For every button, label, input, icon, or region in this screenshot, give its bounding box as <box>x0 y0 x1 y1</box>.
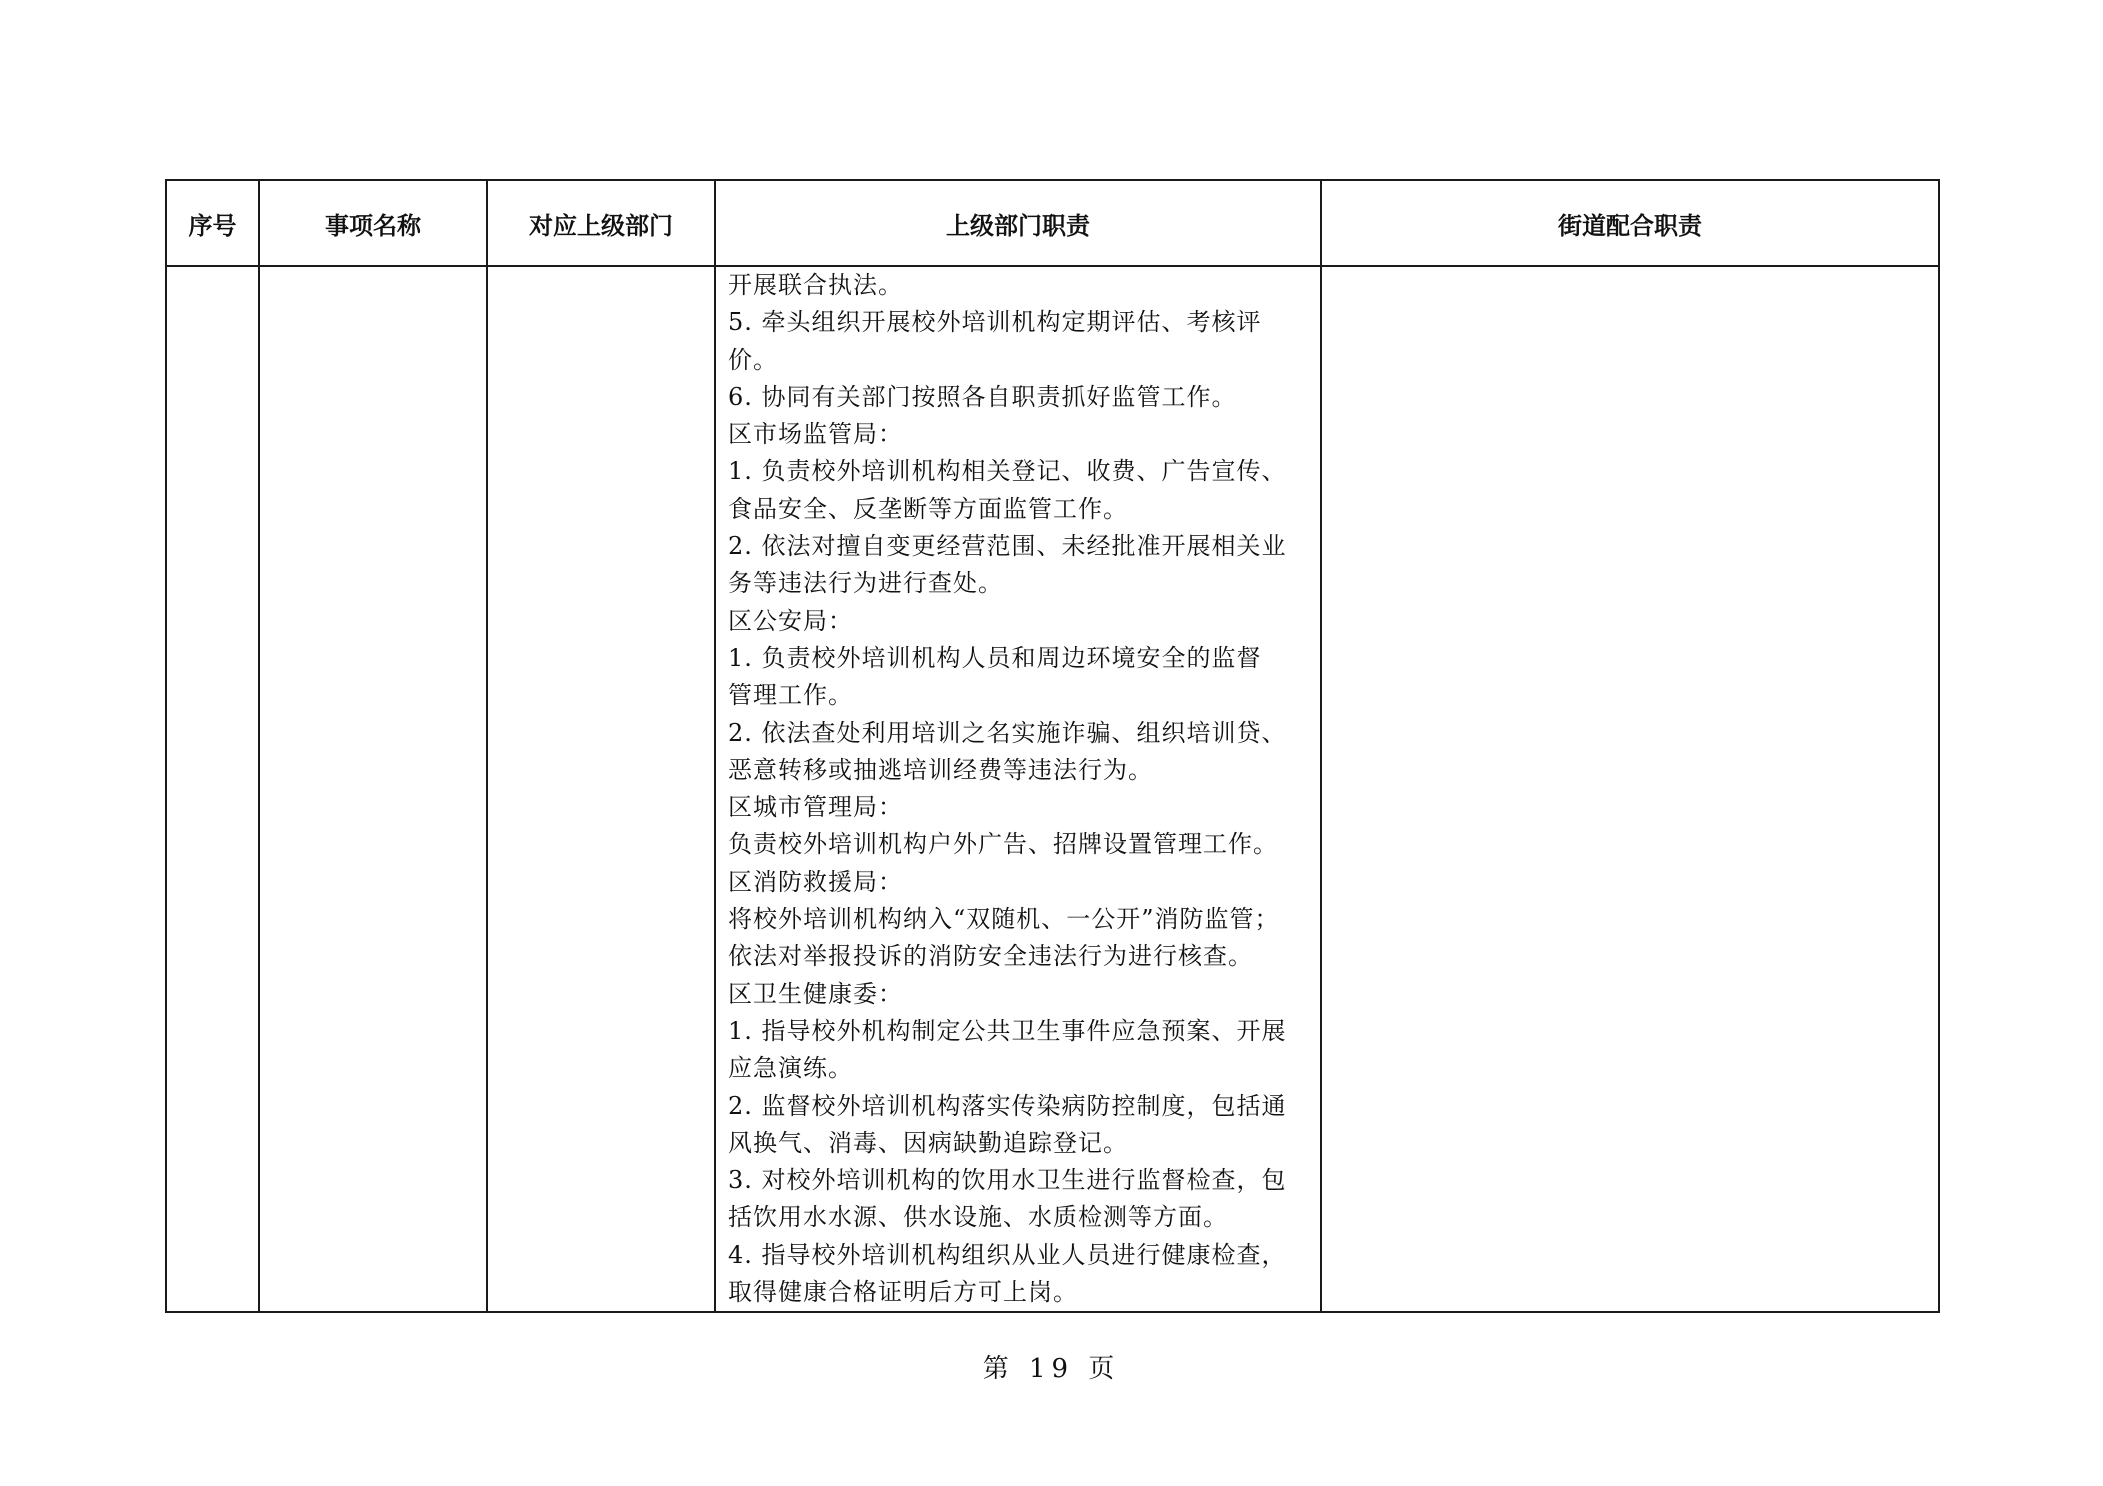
duty-line: 4. 指导校外培训机构组织从业人员进行健康检查， <box>728 1240 1287 1269</box>
duty-line: 区消防救援局： <box>728 867 903 896</box>
duty-line: 区公安局： <box>728 606 853 635</box>
superior-duties-text <box>728 267 1310 1311</box>
cell-serial <box>166 266 259 1312</box>
duty-line: 括饮用水水源、供水设施、水质检测等方面。 <box>728 1203 1228 1232</box>
cell-item-name <box>259 266 487 1312</box>
header-item-name: 事项名称 <box>259 180 487 266</box>
header-superior-duties: 上级部门职责 <box>715 180 1321 266</box>
duty-line: 将校外培训机构纳入“双随机、一公开”消防监管； <box>728 905 1280 934</box>
header-serial: 序号 <box>166 180 259 266</box>
duty-line: 6. 协同有关部门按照各自职责抓好监管工作。 <box>728 382 1237 411</box>
duty-line: 5. 牵头组织开展校外培训机构定期评估、考核评 <box>728 308 1262 337</box>
duty-line: 取得健康合格证明后方可上岗。 <box>728 1278 1078 1307</box>
duty-line: 1. 负责校外培训机构人员和周边环境安全的监督 <box>728 643 1262 672</box>
duty-line: 2. 监督校外培训机构落实传染病防控制度，包括通 <box>728 1091 1287 1120</box>
duty-line: 恶意转移或抽逃培训经费等违法行为。 <box>728 755 1153 784</box>
duty-line: 风换气、消毒、因病缺勤追踪登记。 <box>728 1128 1128 1157</box>
duty-line: 管理工作。 <box>728 681 853 710</box>
duty-line: 应急演练。 <box>728 1054 853 1083</box>
duty-line: 区城市管理局： <box>728 793 903 822</box>
duty-line: 负责校外培训机构户外广告、招牌设置管理工作。 <box>728 830 1278 859</box>
duty-line: 区市场监管局： <box>728 420 903 449</box>
duty-line: 2. 依法查处利用培训之名实施诈骗、组织培训贷、 <box>728 718 1287 747</box>
table-row <box>166 266 1939 1312</box>
header-street-duties: 街道配合职责 <box>1321 180 1939 266</box>
duty-line: 3. 对校外培训机构的饮用水卫生进行监督检查，包 <box>728 1166 1287 1195</box>
duty-line: 区卫生健康委： <box>728 979 903 1008</box>
duty-line: 务等违法行为进行查处。 <box>728 569 1003 598</box>
duty-line: 1. 指导校外机构制定公共卫生事件应急预案、开展 <box>728 1016 1287 1045</box>
table-header-row <box>166 180 1939 266</box>
duty-line: 食品安全、反垄断等方面监管工作。 <box>728 494 1128 523</box>
duty-line: 1. 负责校外培训机构相关登记、收费、广告宣传、 <box>728 457 1287 486</box>
responsibility-table <box>165 179 1940 1313</box>
duty-line: 开展联合执法。 <box>728 271 903 299</box>
header-superior-department: 对应上级部门 <box>487 180 715 266</box>
cell-superior-department <box>487 266 715 1312</box>
cell-street-duties <box>1321 266 1939 1312</box>
duty-line: 价。 <box>728 345 778 374</box>
cell-superior-duties <box>715 266 1321 1312</box>
duty-line: 2. 依法对擅自变更经营范围、未经批准开展相关业 <box>728 532 1287 561</box>
duty-line: 依法对举报投诉的消防安全违法行为进行核查。 <box>728 942 1253 971</box>
page-number: 第 19 页 <box>982 1354 1121 1384</box>
